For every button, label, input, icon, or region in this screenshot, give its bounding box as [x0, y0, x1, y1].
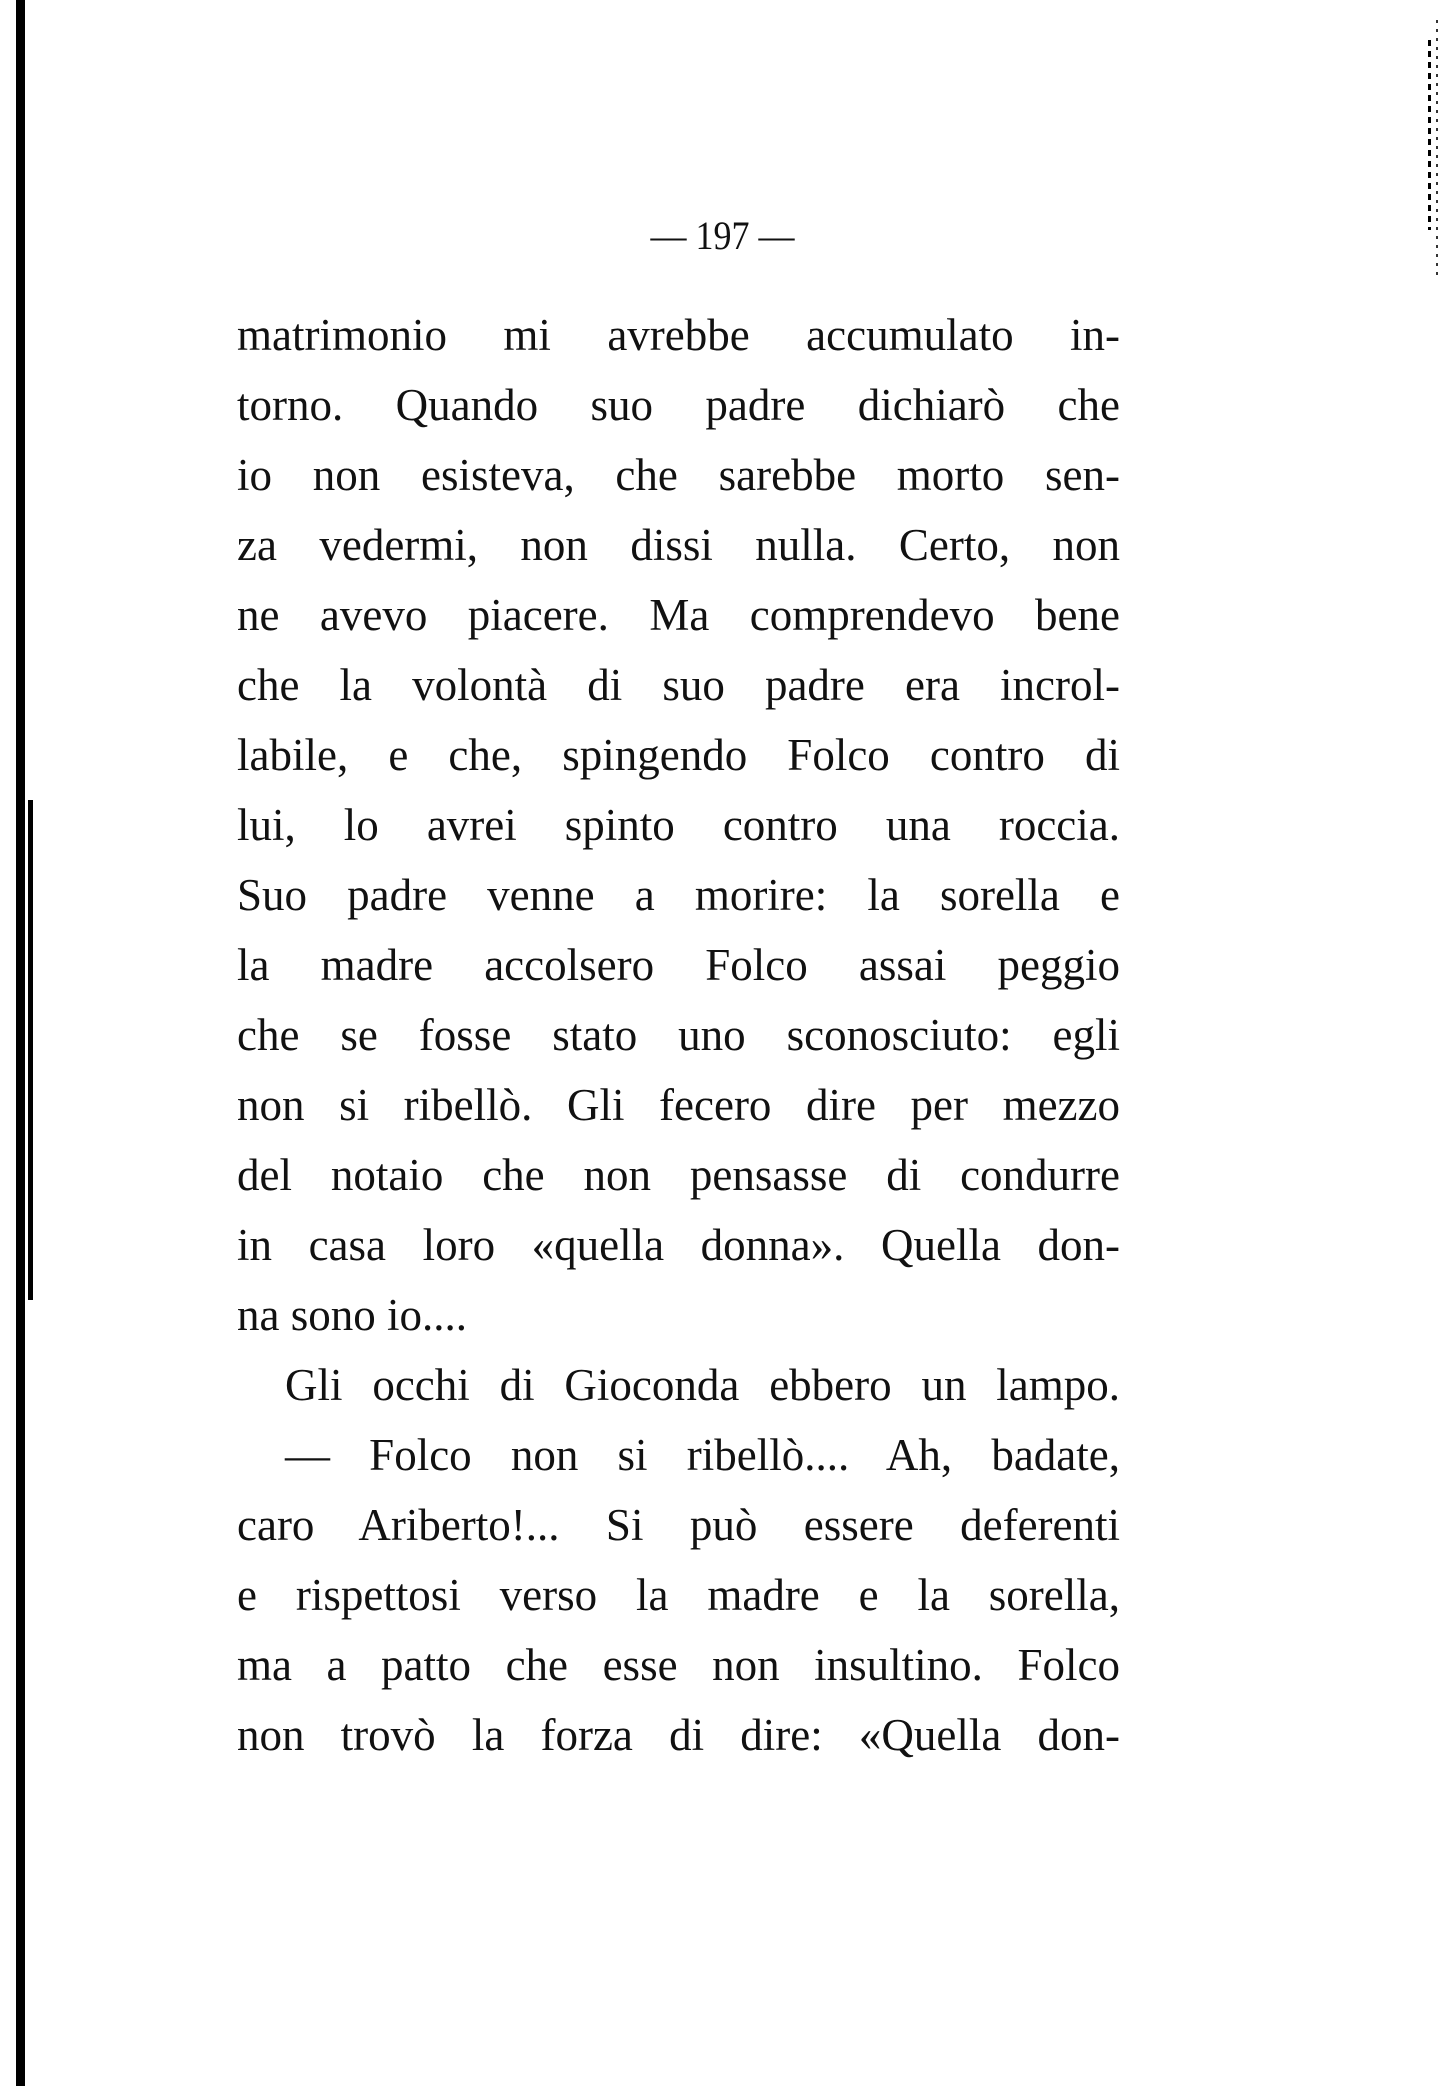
text-line: torno. Quando suo padre dichiarò che [237, 380, 1120, 430]
text-line: non si ribellò. Gli fecero dire per mezzo [237, 1080, 1120, 1130]
text-line: na sono io.... [237, 1290, 467, 1340]
text-line: la madre accolsero Folco assai peggio [237, 940, 1120, 990]
page-edge-marks [1428, 40, 1431, 230]
text-line: e rispettosi verso la madre e la sorella, [237, 1570, 1120, 1620]
text-line: non trovò la forza di dire: «Quella don- [237, 1710, 1120, 1760]
text-line: labile, e che, spingendo Folco contro di [237, 730, 1120, 780]
text-line: lui, lo avrei spinto contro una roccia. [237, 800, 1120, 850]
text-line: ne avevo piacere. Ma comprendevo bene [237, 590, 1120, 640]
body-text [237, 300, 1120, 1770]
text-line: che la volontà di suo padre era incrol- [237, 660, 1120, 710]
text-line: Gli occhi di Gioconda ebbero un lampo. [285, 1360, 1120, 1410]
text-line: — Folco non si ribellò.... Ah, badate, [285, 1430, 1120, 1480]
text-line: del notaio che non pensasse di condurre [237, 1150, 1120, 1200]
page-number: — 197 — [650, 213, 795, 258]
binding-edge-shadow-inner [28, 800, 33, 1300]
text-line: in casa loro «quella donna». Quella don- [237, 1220, 1120, 1270]
binding-edge-shadow [16, 0, 25, 2086]
text-line: ma a patto che esse non insultino. Folco [237, 1640, 1120, 1690]
text-line: caro Ariberto!... Si può essere deferenti [237, 1500, 1120, 1550]
text-line: che se fosse stato uno sconosciuto: egli [237, 1010, 1120, 1060]
text-line: Suo padre venne a morire: la sorella e [237, 870, 1120, 920]
page-edge-marks-2 [1436, 20, 1438, 280]
text-line: za vedermi, non dissi nulla. Certo, non [237, 520, 1120, 570]
text-line: matrimonio mi avrebbe accumulato in- [237, 310, 1120, 360]
text-line: io non esisteva, che sarebbe morto sen- [237, 450, 1120, 500]
